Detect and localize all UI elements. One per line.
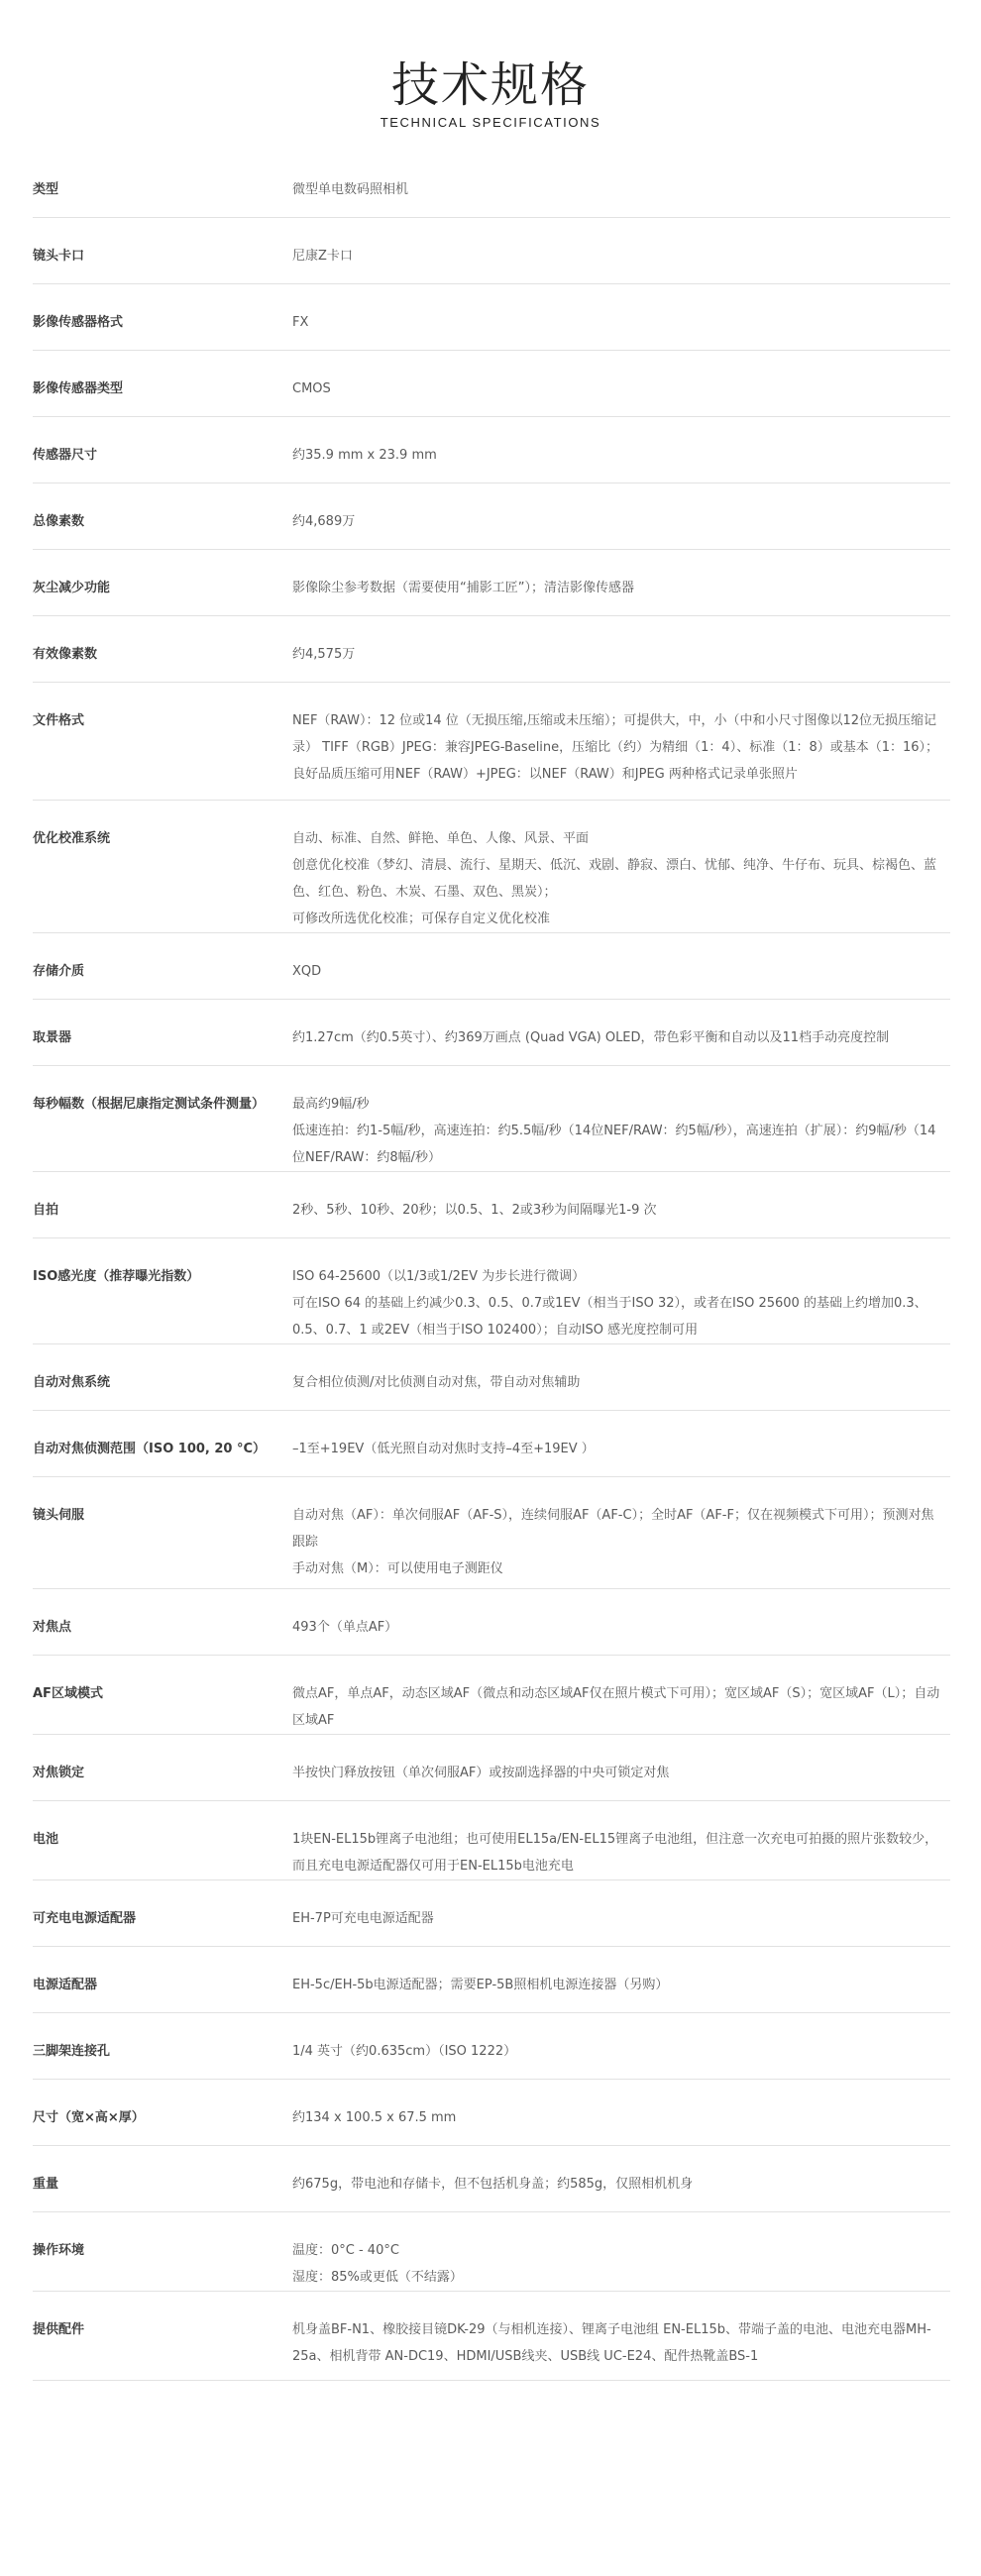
spec-row [33,1801,950,1880]
spec-row [33,1066,950,1172]
spec-row [33,1238,950,1344]
spec-label: 灰尘减少功能 [33,581,111,595]
spec-value-line: 1块EN-EL15b锂离子电池组；也可使用EL15a/EN-EL15锂离子电池组，但注意一次充电可拍摄的照片张数较少，而且充电电源适配器仅可用于EN-EL15b电池充电 [292,1832,938,1874]
spec-label: 电池 [33,1832,59,1847]
spec-label: 镜头伺服 [33,1508,85,1523]
spec-value-line: 机身盖BF-N1、橡胶接目镜DK-29（与相机连接）、锂离子电池组 EN-EL15b、带端子盖的电池、电池充电器MH-25a、相机背带 AN-DC19、HDMI/USB线夹、USB线 UC-E24、配件热靴盖BS-1 [292,2322,931,2364]
spec-label: 取景器 [33,1030,72,1045]
spec-value-line: FX [292,315,309,330]
spec-value [292,2316,950,2380]
spec-row [33,218,950,284]
spec-value [292,575,950,615]
spec-value [292,1091,950,1171]
spec-value-line: 约4,689万 [292,514,356,529]
spec-value [292,2237,950,2291]
spec-value [292,1502,950,1588]
spec-value-line: 1/4 英寸（约0.635cm）（ISO 1222） [292,2044,517,2059]
spec-label: 自动对焦侦测范围（ISO 100, 20 °C） [33,1442,267,1456]
spec-row [33,1735,950,1801]
spec-value-line: 湿度：85%或更低（不结露） [292,2270,463,2285]
spec-value-line: 可修改所选优化校准；可保存自定义优化校准 [292,912,551,926]
page-subtitle: TECHNICAL SPECIFICATIONS [380,115,601,130]
spec-value-line: 复合相位侦测/对比侦测自动对焦，带自动对焦辅助 [292,1375,581,1390]
spec-value [292,707,950,800]
spec-label: 自动对焦系统 [33,1375,111,1390]
spec-row [33,683,950,801]
spec-label: 有效像素数 [33,647,98,662]
spec-value-line: 影像除尘参考数据（需要使用“捕影工匠”）；清洁影像传感器 [292,581,634,595]
spec-label: 尺寸（宽×高×厚） [33,2110,145,2125]
spec-row [33,1656,950,1735]
spec-row [33,417,950,483]
spec-value [292,1826,950,1879]
spec-value [292,1436,950,1476]
spec-row [33,550,950,616]
spec-row [33,351,950,417]
spec-value [292,958,950,999]
spec-row [33,2146,950,2212]
spec-value-line: 约1.27cm（约0.5英寸）、约369万画点 (Quad VGA) OLED，带色彩平衡和自动以及11档手动亮度控制 [292,1030,890,1045]
spec-label: 电源适配器 [33,1978,98,1992]
spec-label: 影像传感器类型 [33,381,124,396]
spec-value [292,376,950,416]
spec-value-line: 创意优化校准（梦幻、清晨、流行、星期天、低沉、戏剧、静寂、漂白、忧郁、纯净、牛仔布、玩具、棕褐色、蓝色、红色、粉色、木炭、石墨、双色、黑炭）； [292,858,937,900]
spec-label: 优化校准系统 [33,831,111,846]
spec-value-line: ISO 64-25600（以1/3或1/2EV 为步长进行微调） [292,1269,586,1284]
spec-value-line: 约675g，带电池和存储卡，但不包括机身盖；约585g，仅照相机机身 [292,2177,694,2192]
spec-label: 存储介质 [33,964,85,979]
spec-value [292,1905,950,1946]
spec-value [292,442,950,483]
spec-value [292,1760,950,1800]
spec-row [33,1000,950,1066]
spec-value [292,176,950,217]
spec-row [33,1589,950,1656]
spec-value-line: 约4,575万 [292,647,356,662]
spec-value [292,508,950,549]
page-header [0,0,981,134]
spec-row [33,483,950,550]
spec-row [33,2080,950,2146]
spec-value [292,825,950,932]
spec-row [33,616,950,683]
spec-value-line: EH-7P可充电电源适配器 [292,1911,434,1926]
spec-value-line: 手动对焦（M）：可以使用电子测距仪 [292,1561,503,1576]
spec-label: 传感器尺寸 [33,448,98,463]
spec-value-line: CMOS [292,381,331,396]
page-title: 技术规格 [390,57,590,113]
spec-row [33,2013,950,2080]
spec-label: 可充电电源适配器 [33,1911,137,1926]
spec-value-line: 低速连拍：约1-5幅/秒，高速连拍：约5.5幅/秒（14位NEF/RAW：约5幅/秒），高速连拍（扩展）：约9幅/秒（14位NEF/RAW：约8幅/秒） [292,1124,936,1165]
spec-value-line: XQD [292,964,322,979]
spec-value-line: 温度：0°C - 40°C [292,2243,399,2258]
spec-row [33,2292,950,2381]
spec-value-line: 微型单电数码照相机 [292,182,409,197]
spec-row [33,1880,950,1947]
spec-row [33,1477,950,1589]
spec-value-line: 最高约9幅/秒 [292,1097,370,1112]
spec-label: ISO感光度（推荐曝光指数） [33,1269,200,1284]
spec-value-line: 自动、标准、自然、鲜艳、单色、人像、风景、平面 [292,831,590,846]
spec-value [292,243,950,283]
spec-row [33,801,950,933]
spec-label: 操作环境 [33,2243,85,2258]
spec-row [33,1344,950,1411]
spec-value-line: EH-5c/EH-5b电源适配器；需要EP-5B照相机电源连接器（另购） [292,1978,669,1992]
spec-value [292,1680,950,1734]
spec-value-line: –1至+19EV（低光照自动对焦时支持–4至+19EV ） [292,1442,595,1456]
spec-value-line: 尼康Z卡口 [292,249,353,264]
spec-row [33,284,950,351]
spec-label: 镜头卡口 [33,249,85,264]
spec-row [33,152,950,218]
spec-value-line: 493个（单点AF） [292,1620,398,1635]
spec-label: 影像传感器格式 [33,315,124,330]
spec-value [292,2171,950,2211]
spec-row [33,933,950,1000]
spec-label: 每秒幅数（根据尼康指定测试条件测量） [33,1097,266,1112]
spec-row [33,1172,950,1238]
spec-row [33,1947,950,2013]
spec-label: 重量 [33,2177,59,2192]
spec-table [33,152,950,2381]
spec-value-line: 半按快门释放按钮（单次伺服AF）或按副选择器的中央可锁定对焦 [292,1766,670,1780]
spec-value [292,309,950,350]
spec-value-line: 微点AF，单点AF，动态区域AF（微点和动态区域AF仅在照片模式下可用）；宽区域AF（S）；宽区域AF（L）；自动区域AF [292,1686,940,1728]
spec-value [292,1369,950,1410]
spec-label: 对焦点 [33,1620,72,1635]
spec-label: 类型 [33,182,59,197]
spec-value-line: NEF（RAW）：12 位或14 位（无损压缩,压缩或未压缩）；可提供大，中，小（中和小尺寸图像以12位无损压缩记录） TIFF（RGB）JPEG：兼容JPEG-Baseline，压缩比（约）为精细（1：4）、标准（1：8）或基本（1：16）；良好品质压缩可用NEF（RAW）+JPEG：以NEF（RAW）和JPEG 两种格式记录单张照片 [292,713,939,782]
spec-value [292,1197,950,1237]
spec-label: 提供配件 [33,2322,85,2337]
spec-value-line: 可在ISO 64 的基础上约减少0.3、0.5、0.7或1EV（相当于ISO 32），或者在ISO 25600 的基础上约增加0.3、0.5、0.7、1 或2EV（相当于ISO 102400）；自动ISO 感光度控制可用 [292,1296,927,1338]
spec-label: 自拍 [33,1203,59,1218]
spec-value [292,2104,950,2145]
spec-row [33,1411,950,1477]
spec-value-line: 约35.9 mm x 23.9 mm [292,448,437,463]
spec-value [292,1614,950,1655]
spec-label: 文件格式 [33,713,85,728]
spec-value [292,1024,950,1065]
spec-label: 对焦锁定 [33,1766,85,1780]
spec-label: AF区域模式 [33,1686,103,1701]
spec-value-line: 自动对焦（AF）：单次伺服AF（AF-S），连续伺服AF（AF-C）；全时AF（AF-F；仅在视频模式下可用）；预测对焦跟踪 [292,1508,934,1550]
spec-value-line: 约134 x 100.5 x 67.5 mm [292,2110,457,2125]
spec-value [292,1263,950,1343]
spec-label: 三脚架连接孔 [33,2044,111,2059]
spec-label: 总像素数 [33,514,85,529]
spec-value-line: 2秒、5秒、10秒、20秒；以0.5、1、2或3秒为间隔曝光1-9 次 [292,1203,657,1218]
spec-row [33,2212,950,2292]
spec-value [292,641,950,682]
spec-value [292,2038,950,2079]
spec-value [292,1972,950,2012]
